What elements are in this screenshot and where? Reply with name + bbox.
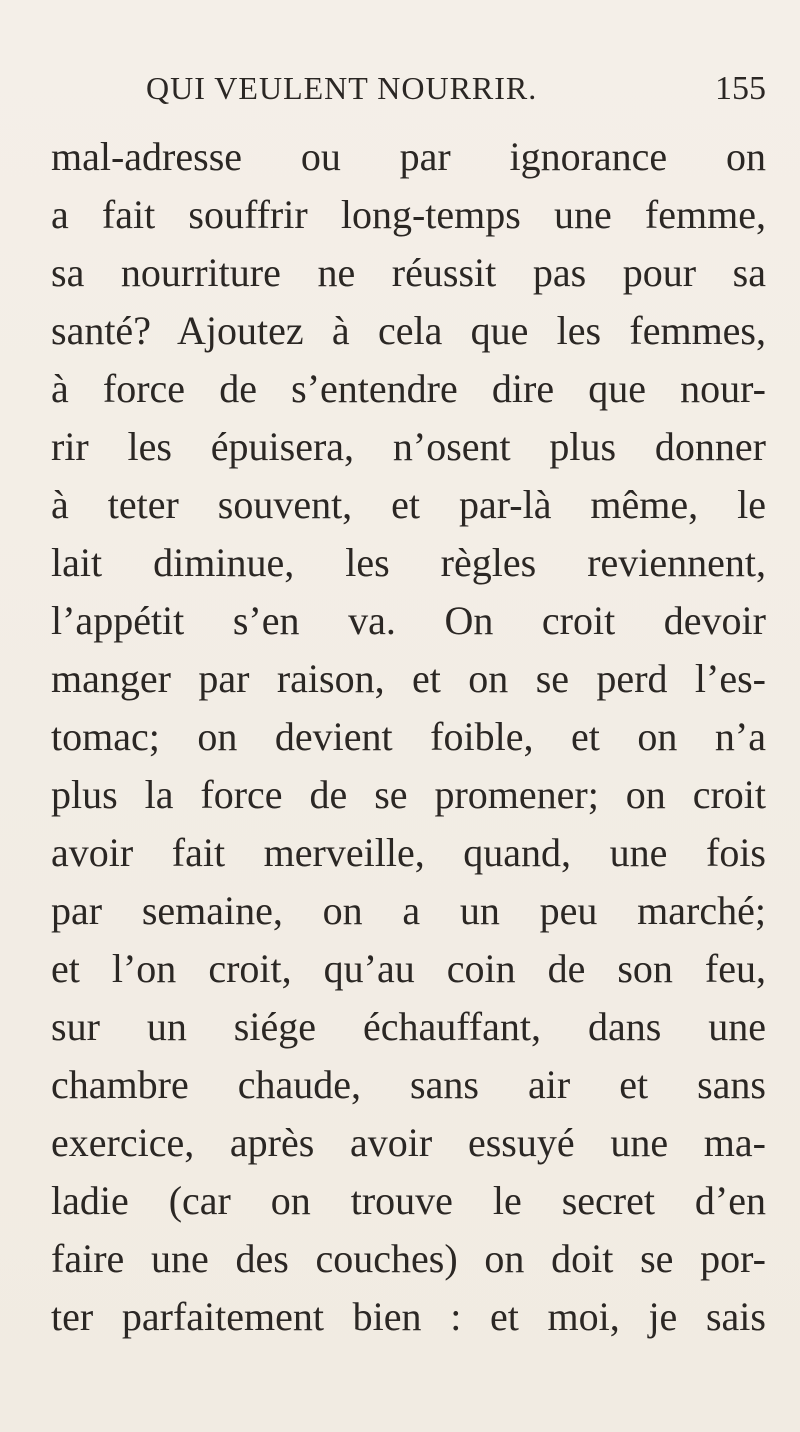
text-line-16: sur un siége échauffant, dans une <box>51 1004 766 1049</box>
text-line-13: avoir fait merveille, quand, une fois <box>51 830 766 875</box>
text-line-17: chambre chaude, sans air et sans <box>51 1062 766 1107</box>
text-line-2: a fait souffrir long-temps une femme, <box>51 192 766 237</box>
text-line-12: plus la force de se promener; on croit <box>51 772 766 817</box>
text-line-21: ter parfaitement bien : et moi, je sais <box>51 1294 766 1339</box>
text-line-7: à teter souvent, et par-là même, le <box>51 482 766 527</box>
text-line-20: faire une des couches) on doit se por- <box>51 1236 766 1281</box>
text-line-10: manger par raison, et on se perd l’es- <box>51 656 766 701</box>
text-line-5: à force de s’entendre dire que nour- <box>51 366 766 411</box>
text-line-3: sa nourriture ne réussit pas pour sa <box>51 250 766 295</box>
text-line-4: santé? Ajoutez à cela que les femmes, <box>51 308 766 353</box>
text-line-11: tomac; on devient foible, et on n’a <box>51 714 766 759</box>
text-line-8: lait diminue, les règles reviennent, <box>51 540 766 585</box>
text-line-1: mal-adresse ou par ignorance on <box>51 134 766 179</box>
text-line-15: et l’on croit, qu’au coin de son feu, <box>51 946 766 991</box>
text-line-18: exercice, après avoir essuyé une ma- <box>51 1120 766 1165</box>
running-head: QUI VEULENT NOURRIR. <box>146 70 538 106</box>
text-line-9: l’appétit s’en va. On croit devoir <box>51 598 766 643</box>
page-number: 155 <box>715 70 766 107</box>
text-line-19: ladie (car on trouve le secret d’en <box>51 1178 766 1223</box>
text-line-14: par semaine, on a un peu marché; <box>51 888 766 933</box>
text-line-6: rir les épuisera, n’osent plus donner <box>51 424 766 469</box>
page-header <box>146 70 766 110</box>
